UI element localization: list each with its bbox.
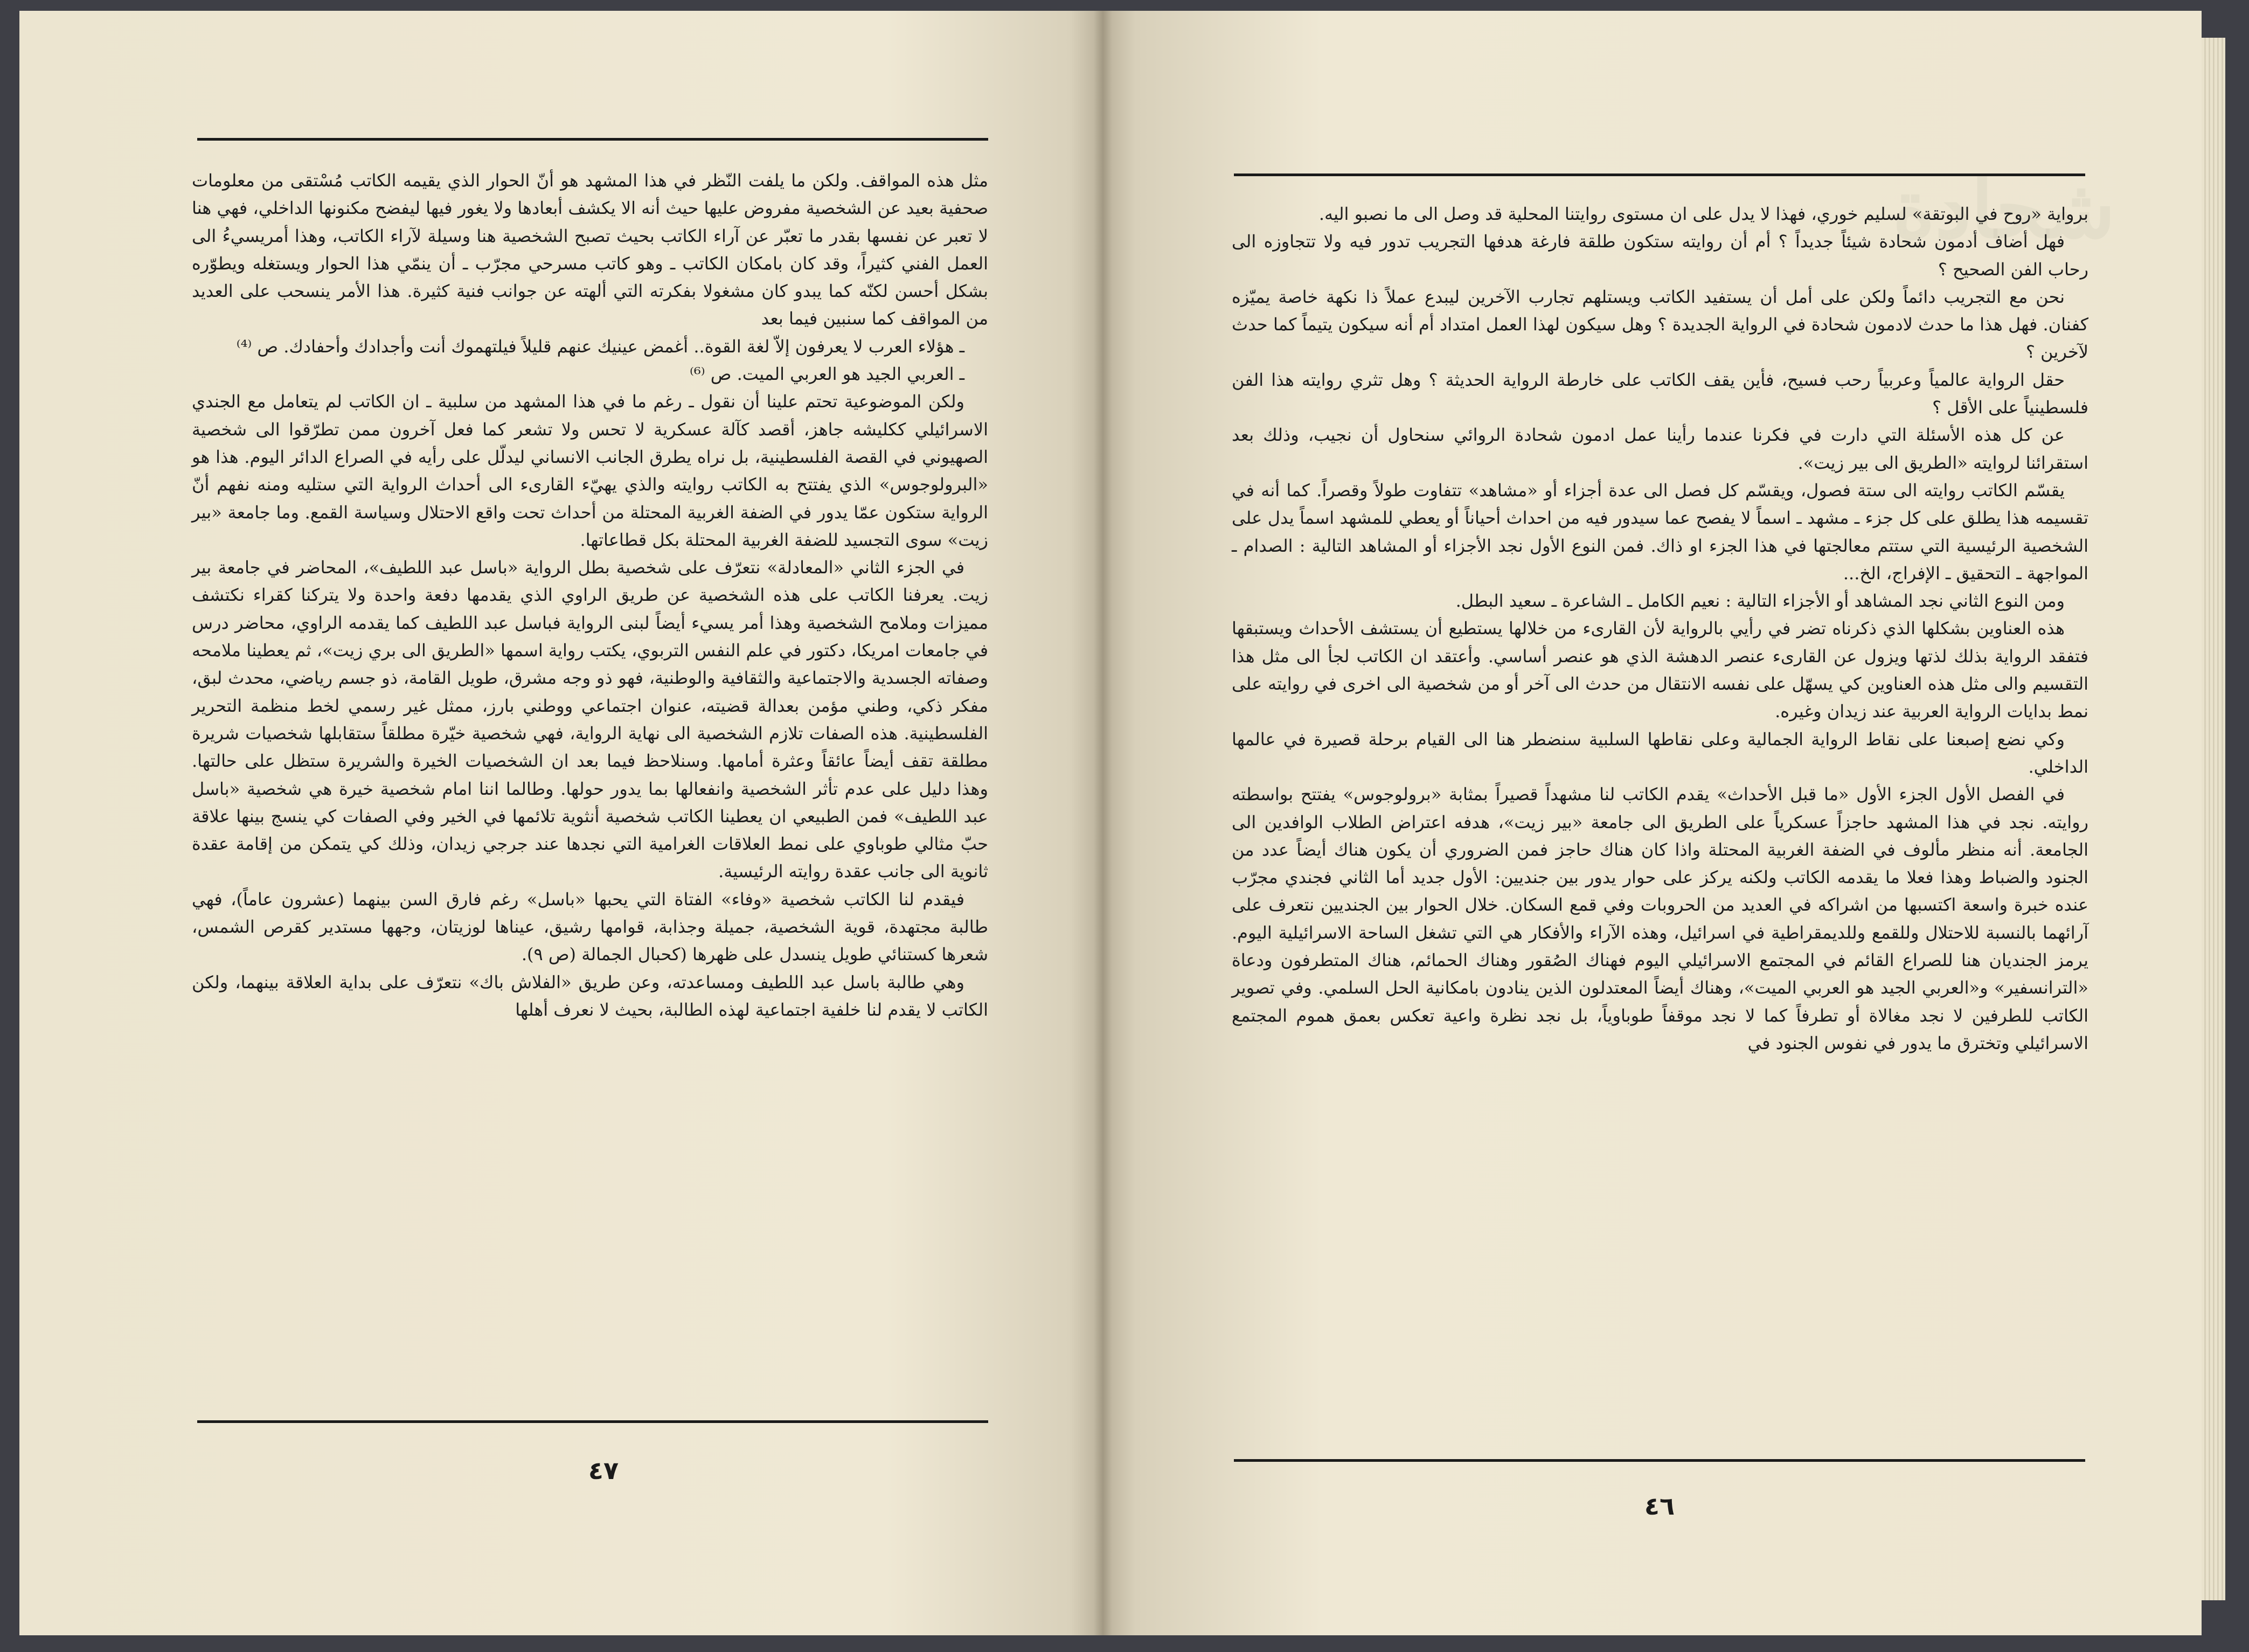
left-page-body — [192, 167, 988, 1024]
page-number: ٤٦ — [1644, 1491, 1675, 1521]
paragraph: فهل أضاف أدمون شحادة شيئاً جديداً ؟ أم أن روايته ستكون طلقة فارغة هدفها التجريب تدور فيه ولا تتجاوزه الى رحاب الفن الصحيح ؟ — [1232, 231, 2088, 280]
paragraph: نحن مع التجريب دائماً ولكن على أمل أن يستفيد الكاتب ويستلهم تجارب الآخرين ليبدع عملاً ذا نكهة خاصة يميّزه كفنان. فهل هذا ما حدث لادمون شحادة في الرواية الجديدة ؟ وهل سيكون لهذا العمل امتداد أم أنه سيكون يتيماً كما حدث لآخرين ؟ — [1232, 286, 2088, 363]
paragraph: ـ هؤلاء العرب لا يعرفون إلاّ لغة القوة.. أغمض عينيك عنهم قليلاً فيلتهموك أنت وأجدادك وأحفادك. ص ⁽⁴⁾ — [236, 336, 964, 357]
left-page — [19, 11, 1102, 1635]
page-edges — [2202, 38, 2225, 1600]
paragraph: ومن النوع الثاني نجد المشاهد أو الأجزاء التالية : نعيم الكامل ـ الشاعرة ـ سعيد البطل. — [1455, 591, 2065, 612]
paragraph: في الفصل الأول الجزء الأول «ما قبل الأحداث» يقدم الكاتب لنا مشهداً قصيراً بمثابة «برولوجوس» يفتتح بواسطته روايته. نجد في هذا المشهد حاجزاً عسكرياً على الطريق الى جامعة «بير زيت»، هدفه اعتراض الطلاب الوافدين الى الجامعة. أنه منظر مألوف في الضفة الغربية المحتلة واذا كان هناك حاجز فمن الضروري أن يكون هناك أيضاً عدد من الجنود والضباط وهذا فعلا ما يقدمه الكاتب ولكنه يركز على حوار يدور بين جنديين: الأول جديد أما الثاني فجندي مجرّب عنده خبرة واسعة اكتسبها من اشراكه في العديد من الحروبات وفي قمع السكان. خلال الحوار بين الجنديين نتعرف على آرائهما بالنسبة للاحتلال وللقمع وللديمقراطية في اسرائيل، وهذه الآراء والأفكار هي التي تشغل الساحة الاسرائيلية اليوم. يرمز الجنديان هنا للصراع القائم في المجتمع الاسرائيلي اليوم فهناك الصُقور وهناك الحمائم، هناك المتطرفون ودعاة «الترانسفير» و«العربي الجيد هو العربي الميت»، وهناك أيضاً المعتدلون الذين ينادون بامكانية الحل السلمي. وفي تصوير الكاتب للطرفين لا نجد مغالاة أو تطرفاً كما لا نجد موقفاً طوباوياً، بل نجد نظرة واعية تعكس بعمق هموم المجتمع الاسرائيلي وتخترق ما يدور في نفوس الجنود في — [1232, 784, 2089, 1053]
paragraph: في الجزء الثاني «المعادلة» نتعرّف على شخصية بطل الرواية «باسل عبد اللطيف»، المحاضر في جامعة بير زيت. يعرفنا الكاتب على هذه الشخصية عن طريق الراوي الذي يقدمها دفعة واحدة ولا يتركنا كقراء نكتشف مميزات وملامح الشخصية وهذا أمر يسيء أيضاً لبنى الرواية فباسل عبد اللطيف كما يقدمه الراوي، محاضر درس في جامعات امريكا، دكتور في علم النفس التربوي، يكتب رواية اسمها «الطريق الى بري زيت»، ثم يعطينا ملامحه وصفاته الجسدية والاجتماعية والثقافية والوطنية، فهو ذو وجه مشرق، طويل القامة، ذو جسم رياضي، محدث لبق، مفكر ذكي، وطني مؤمن بعدالة قضيته، عنوان اجتماعي ووطني بارز، ممثل غير رسمي لخط منظمة التحرير الفلسطينية. هذه الصفات تلازم الشخصية الى نهاية الرواية، فهي شخصية خيّرة مطلقاً ستقابلها شخصيات شريرة مطلقة تقف أيضاً عائقاً وعثرة أمامها. وسنلاحظ فيما بعد ان الشخصيات الخيرة والشريرة ستظل على حالتها. وهذا دليل على عدم تأثر الشخصية وانفعالها بما يدور حولها. وطالما اننا امام شخصية خيرة هي شخصية «باسل عبد اللطيف» فمن الطبيعي ان يعطينا الكاتب شخصية أنثوية تلائمها في الخير وفي الصفات كي ينسج بينها علاقة حبّ مثالي طوباوي على نمط العلاقات الغرامية التي نجدها عند جرجي زيدان، وذلك كي يتمكن من إقامة عقدة ثانوية الى جانب عقدة روايته الرئيسية. — [192, 557, 989, 882]
left-footer-rule — [197, 1420, 988, 1423]
left-header-rule — [197, 138, 988, 141]
paragraph: وهي طالبة باسل عبد اللطيف ومساعدته، وعن طريق «الفلاش باك» نتعرّف على بداية العلاقة بينهما، ولكن الكاتب لا يقدم لنا خلفية اجتماعية لهذه الطالبة، بحيث لا نعرف أهلها — [192, 971, 988, 1020]
paragraph: برواية «روح في البوتقة» لسليم خوري، فهذا لا يدل على ان مستوى روايتنا المحلية قد وصل الى ما نصبو اليه. — [1318, 204, 2088, 224]
right-header-rule — [1234, 173, 2085, 176]
book-gutter — [1094, 11, 1112, 1635]
paragraph: يقسّم الكاتب روايته الى ستة فصول، ويقسّم كل فصل الى عدة أجزاء أو «مشاهد» تتفاوت طولاً وقصراً. كما أنه في تقسيمه هذا يطلق على كل جزء ـ مشهد ـ اسماً لا يفصح عما سيدور فيه من احداث أحياناً أو يعطي للمشهد اسماً يدل على الشخصية الرئيسية التي ستتم معالجتها في هذا الجزء او ذاك. فمن النوع الأول نجد الأجزاء أو المشاهد التالية : الصدام ـ المواجهة ـ التحقيق ـ الإفراج، الخ... — [1232, 480, 2089, 584]
paragraph: مثل هذه المواقف. ولكن ما يلفت النّظر في هذا المشهد هو أنّ الحوار الذي يقيمه الكاتب مُسْتقى من معلومات صحفية بعيد عن الشخصية مفروض عليها حيث أنه الا يكشف أبعادها ولا يغور فيها ليفضح مكنونها الداخلي، فهي هنا لا تعبر عن نفسها بقدر ما تعبّر عن آراء الكاتب بحيث تصبح الشخصية هنا وسيلة لآراء الكاتب، وهذا أمريسيءُ الى العمل الفني كثيراً، وقد كان بامكان الكاتب ـ وهو كاتب مسرحي مجرّب ـ أن ينمّي هذا الحوار ويستغله ويطوّره بشكل أحسن لكنّه كما يبدو كان مشغولا بفكرته التي ألهته عن جوانب فنية كثيرة. هذا الأمر ينسحب على العديد من المواقف كما سنبين فيما بعد — [192, 170, 989, 329]
paragraph: ـ العربي الجيد هو العربي الميت. ص ⁽⁶⁾ — [690, 364, 964, 385]
paragraph: عن كل هذه الأسئلة التي دارت في فكرنا عندما رأينا عمل ادمون شحادة الروائي سنحاول أن نجيب، وذلك بعد استقرائنا لروايته «الطريق الى بير زيت». — [1232, 425, 2088, 473]
right-page-body — [1232, 200, 2088, 1057]
paragraph: حقل الرواية عالمياً وعربياً رحب فسيح، فأين يقف الكاتب على خارطة الرواية الحديثة ؟ وهل تثري روايته هذا الفن فلسطينياً على الأقل ؟ — [1232, 369, 2088, 418]
right-page — [1102, 11, 2202, 1635]
paragraph: وكي نضع إصبعنا على نقاط الرواية الجمالية وعلى نقاطها السلبية سنضطر هنا الى القيام برحلة قصيرة في عالمها الداخلي. — [1232, 728, 2088, 777]
paragraph: هذه العناوين بشكلها الذي ذكرناه تضر في رأيي بالرواية لأن القارىء من خلالها يستطيع أن يستشف الأحداث ويستبقها فتفقد الرواية بذلك لذتها ويزول عن القارىء عنصر الدهشة الذي هو عنصر أساسي. وأعتقد ان الكاتب لجأ الى مثل هذا التقسيم والى مثل هذه العناوين كي يسهّل على نفسه الانتقال من حدث الى آخر أو من شخصية الى اخرى في روايته على نمط بدايات الرواية العربية عند زيدان وغيره. — [1232, 618, 2089, 722]
paragraph: فيقدم لنا الكاتب شخصية «وفاء» الفتاة التي يحبها «باسل» رغم فارق السن بينهما (عشرون عاماً)، فهي طالبة مجتهدة، قوية الشخصية، جميلة وجذابة، قوامها رشيق، عيناها لوزيتان، وجهها مستدير كقرص الشمس، شعرها كستنائي طويل ينسدل على ظهرها (كحبال الجمالة (ص ٩). — [192, 889, 988, 965]
paragraph: ولكن الموضوعية تحتم علينا أن نقول ـ رغم ما في هذا المشهد من سلبية ـ ان الكاتب لم يتعامل مع الجندي الاسرائيلي ككليشه جاهز، أقصد كآلة عسكرية لا تحس ولا تشعر كما فعل آخرون ممن تطرّقوا الى شخصية الصهيوني في القصة الفلسطينية، بل نراه يطرق الجانب الانساني ليدلّل على رأيه في الصراع الدائر اليوم. هذا هو «البرولوجوس» الذي يفتتح به الكاتب روايته والذي يهيّء القارىء الى أحداث الرواية التي ستليه ومنه نفهم أنّ الرواية ستكون عمّا يدور في الضفة الغربية المحتلة من أحداث تحت واقع الاحتلال وسياسة القمع. وما جامعة «بير زيت» سوى التجسيد للضفة الغربية المحتلة بكل قطاعاتها. — [192, 391, 988, 550]
page-number: ٤٧ — [588, 1456, 619, 1485]
right-footer-rule — [1234, 1459, 2085, 1462]
